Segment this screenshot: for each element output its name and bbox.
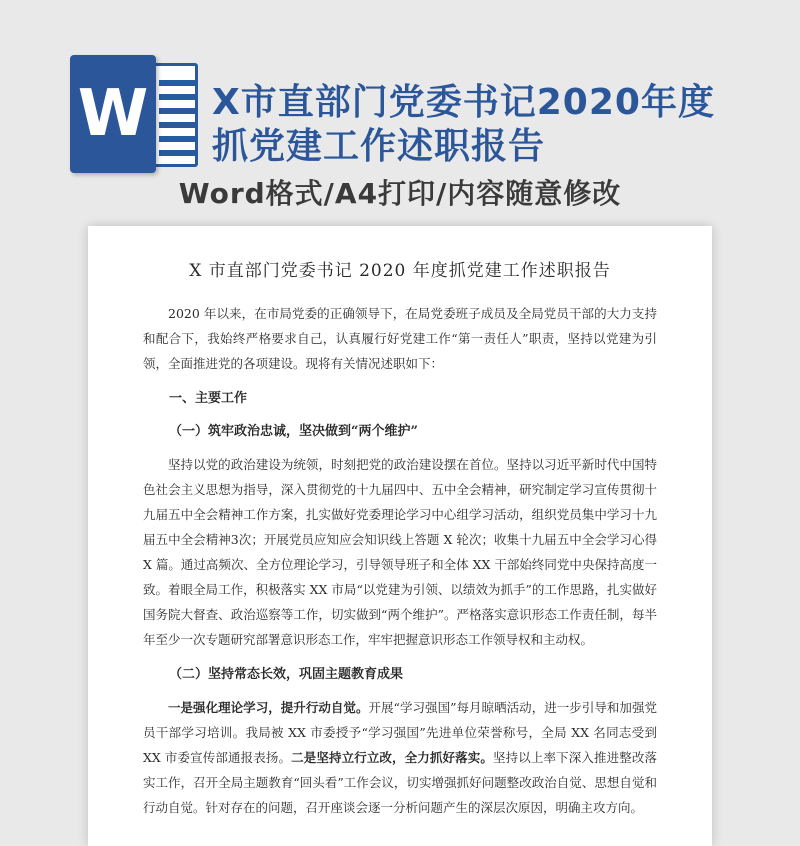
logo-text-line (159, 108, 195, 114)
banner-title-line-1: X市直部门党委书记2020年度 (212, 82, 715, 123)
section-heading: 一、主要工作 (169, 391, 248, 406)
banner (0, 0, 800, 230)
intro-paragraph: 2020 年以来，在市局党委的正确领导下，在局党委班子成员及全局党员干部的大力支持和配合下，我始终严格要求自己，认真履行好党建工作“第一责任人”职责，坚持以党建为引领，全面推进党的各项建设。现将有关情况述职如下： (143, 306, 657, 371)
logo-text-line (159, 150, 195, 156)
document-page (88, 226, 712, 846)
subsection-2-text-1: 开展“学习强国”每月晾晒活动，进一步引导和加强党员干部学习培训。我局被 XX 市委授予“学习强国”先进单位荣誉称号，全局 XX 名同志受到 XX 市委宣传部通报表扬。 (143, 700, 657, 765)
subsection-2-text-2: 坚持以上率下深入推进整改落实工作，召开全局主题教育“回头看”工作会议，切实增强抓好问题整改政治自觉、思想自觉和行动自觉。针对存在的问题，召开座谈会逐一分析问题产生的深层次原因，明确主攻方向。 (143, 750, 657, 815)
banner-subtitle: Word格式/A4打印/内容随意修改 (178, 177, 622, 210)
lead-phrase-2: 二是坚持立行立改，全力抓好落实。 (291, 750, 494, 765)
subsection-2-body (143, 695, 657, 820)
subsection-heading-2: （二）坚持常态长效，巩固主题教育成果 (169, 667, 404, 682)
word-document-icon (70, 55, 200, 173)
subsection-1-body: 坚持以党的政治建设为统领，时刻把党的政治建设摆在首位。坚持以习近平新时代中国特色社会主义思想为指导，深入贯彻党的十九届四中、五中全会精神，研究制定学习宣传贯彻十九届五中全会精神工作方案，扎实做好党委理论学习中心组学习活动，组织党员集中学习十九届五中全会精神3次；开展党员应知应会知识线上答题 X 轮次；收集十九届五中全会学习心得 X 篇。通过高频次、全方位理论学习，引导领导班子和全体 XX 干部始终同党中央保持高度一致。着眼全局工作，积极落实 XX 市局“以党建为引领、以绩效为抓手”的工作思路，扎实做好国务院大督查、政治巡察等工作，切实做到“两个维护”。严格落实意识形态工作责任制，每半年至少一次专题研究部署意识形态工作，牢牢把握意识形态工作领导权和主动权。 (143, 457, 657, 647)
document-title: X 市直部门党委书记 2020 年度抓党建工作述职报告 (189, 261, 611, 281)
logo-text-line (159, 136, 195, 142)
subsection-heading-1: （一）筑牢政治忠诚，坚决做到“两个维护” (169, 424, 418, 439)
logo-text-line (159, 122, 195, 128)
logo-text-line (159, 94, 195, 100)
logo-text-line (159, 80, 195, 86)
banner-title-line-2: 抓党建工作述职报告 (212, 126, 546, 167)
logo-letter: W (77, 77, 149, 151)
lead-phrase-1: 一是强化理论学习，提升行动自觉。 (168, 700, 369, 715)
